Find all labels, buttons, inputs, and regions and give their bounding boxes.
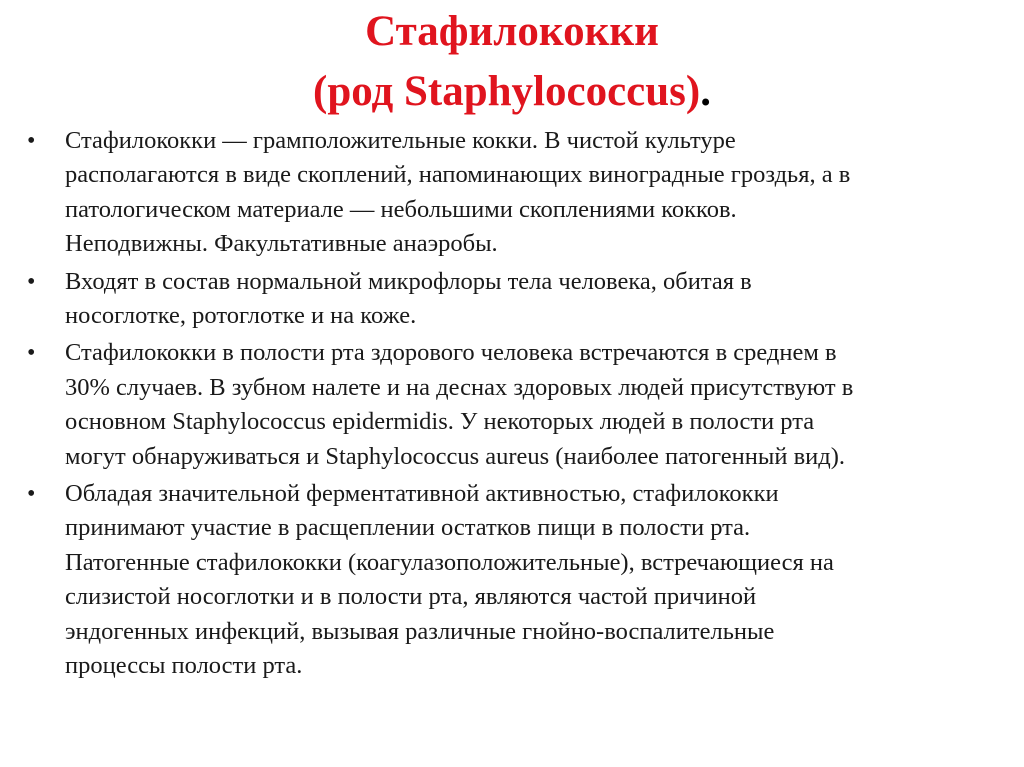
bullet-line: Неподвижны. Факультативные анаэробы. <box>65 230 498 258</box>
bullet-list <box>0 124 1024 684</box>
bullet-item-1 <box>0 124 1024 262</box>
bullet-line: основном Staphylococcus epidermidis. У некоторых людей в полости рта <box>65 408 815 436</box>
title-line-2-text: (род Staphylococcus) <box>313 68 701 115</box>
bullet-line: Обладая значительной ферментативной активностью, стафилококки <box>65 480 779 508</box>
bullet-item-4 <box>0 477 1024 683</box>
bullet-line: патологическом материале — небольшими скоплениями кокков. <box>65 195 737 223</box>
title-line-1: Стафилококки <box>365 8 659 55</box>
bullet-item-3 <box>0 336 1024 474</box>
bullet-marker: • <box>27 481 36 508</box>
bullet-item-2 <box>0 265 1024 334</box>
bullet-line: носоглотке, ротоглотке и на коже. <box>65 302 417 330</box>
bullet-marker: • <box>27 340 36 367</box>
bullet-line: Стафилококки — грамположительные кокки. В чистой культуре <box>65 127 736 154</box>
bullet-line: слизистой носоглотки и в полости рта, являются частой причиной <box>65 583 757 611</box>
bullet-line: могут обнаруживаться и Staphylococcus aureus (наиболее патогенный вид). <box>65 442 845 470</box>
bullet-line: процессы полости рта. <box>65 652 303 680</box>
bullet-line: принимают участие в расщеплении остатков пищи в полости рта. <box>65 514 751 542</box>
title-line-2 <box>0 62 1024 122</box>
bullet-line: Входят в состав нормальной микрофлоры тела человека, обитая в <box>65 267 752 295</box>
bullet-line: Стафилококки в полости рта здорового человека встречаются в среднем в <box>65 339 837 367</box>
bullet-line: 30% случаев. В зубном налете и на деснах здоровых людей присутствуют в <box>65 373 854 401</box>
bullet-line: Патогенные стафилококки (коагулазоположительные), встречающиеся на <box>65 548 834 576</box>
bullet-marker: • <box>27 268 36 295</box>
bullet-line: эндогенных инфекций, вызывая различные гнойно-воспалительные <box>65 617 775 645</box>
slide-title <box>0 2 1024 122</box>
bullet-line: располагаются в виде скоплений, напоминающих виноградные гроздья, а в <box>65 161 851 189</box>
bullet-marker: • <box>27 128 36 154</box>
title-period: . <box>700 68 711 115</box>
